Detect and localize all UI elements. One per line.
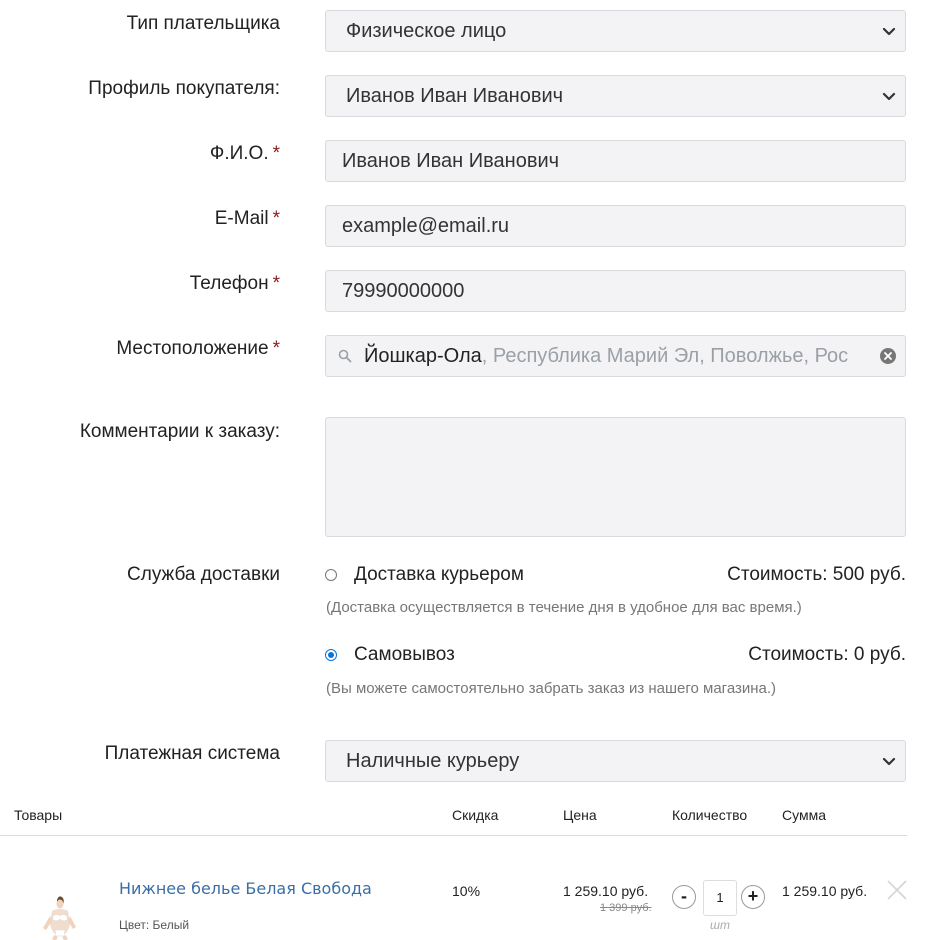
product-sum: 1 259.10 руб. — [782, 883, 868, 899]
payer-type-value: Физическое лицо — [346, 19, 507, 42]
comments-textarea[interactable] — [325, 417, 906, 537]
table-header-divider — [0, 835, 907, 836]
phone-field[interactable]: 79990000000 — [325, 270, 906, 312]
required-mark: * — [272, 338, 280, 359]
column-header-price: Цена — [563, 807, 597, 823]
payer-type-select[interactable] — [325, 10, 906, 52]
payment-value: Наличные курьеру — [346, 749, 520, 772]
location-label-text: Местоположение — [116, 338, 269, 359]
delivery-label: Служба доставки — [127, 564, 280, 585]
fio-label — [0, 142, 280, 166]
column-header-quantity: Количество — [672, 807, 748, 823]
payment-select[interactable] — [325, 740, 906, 782]
delivery-option-description: (Доставка осуществляется в течение дня в удобное для вас время.) — [326, 599, 802, 616]
payment-label: Платежная система — [104, 743, 280, 764]
email-label-text: E-Mail — [214, 208, 269, 229]
clear-icon[interactable] — [879, 347, 897, 365]
column-header-products: Товары — [14, 807, 63, 823]
quantity-plus-button[interactable]: + — [741, 885, 765, 909]
delivery-option-pickup[interactable] — [325, 642, 906, 670]
search-icon — [338, 349, 352, 363]
required-mark: * — [272, 273, 280, 294]
delivery-option-price: Стоимость: 0 руб. — [748, 644, 906, 665]
buyer-profile-label: Профиль покупателя: — [88, 78, 280, 99]
buyer-profile-select[interactable] — [325, 75, 906, 117]
column-header-sum: Сумма — [782, 807, 826, 823]
product-name-link[interactable]: Нижнее белье Белая Свобода — [119, 879, 372, 898]
product-image[interactable] — [34, 894, 84, 940]
delivery-option-name: Самовывоз — [354, 644, 455, 665]
product-discount: 10% — [452, 883, 481, 899]
product-price: 1 259.10 руб. — [563, 883, 649, 899]
comments-label: Комментарии к заказу: — [79, 421, 280, 442]
required-mark: * — [272, 208, 280, 229]
location-field[interactable] — [325, 335, 906, 377]
radio-courier[interactable] — [325, 569, 337, 581]
payer-type-label: Тип плательщика — [126, 13, 280, 34]
radio-pickup[interactable] — [325, 649, 337, 661]
location-city: Йошкар-Ола — [364, 344, 482, 367]
location-rest: , Республика Марий Эл, Поволжье, Рос — [481, 344, 848, 367]
chevron-down-icon — [877, 84, 901, 108]
delivery-option-name: Доставка курьером — [354, 564, 524, 585]
remove-item-icon[interactable] — [886, 879, 908, 901]
quantity-minus-button[interactable]: - — [672, 885, 696, 909]
location-label — [0, 337, 280, 361]
chevron-down-icon — [877, 19, 901, 43]
email-field[interactable]: example@email.ru — [325, 205, 906, 247]
product-property: Цвет: Белый — [119, 918, 190, 932]
fio-field[interactable]: Иванов Иван Иванович — [325, 140, 906, 182]
delivery-option-price: Стоимость: 500 руб. — [727, 564, 906, 585]
email-label — [0, 207, 280, 231]
phone-label-text: Телефон — [189, 273, 269, 294]
delivery-option-courier[interactable] — [325, 562, 906, 590]
column-header-discount: Скидка — [452, 807, 499, 823]
chevron-down-icon — [877, 749, 901, 773]
fio-label-text: Ф.И.О. — [209, 143, 269, 164]
quantity-input[interactable]: 1 — [703, 880, 737, 916]
quantity-unit: шт — [710, 918, 730, 932]
delivery-option-description: (Вы можете самостоятельно забрать заказ из нашего магазина.) — [326, 680, 777, 697]
required-mark: * — [272, 143, 280, 164]
buyer-profile-value: Иванов Иван Иванович — [346, 84, 564, 107]
product-old-price: 1 399 руб. — [600, 902, 652, 914]
phone-label — [0, 272, 280, 296]
